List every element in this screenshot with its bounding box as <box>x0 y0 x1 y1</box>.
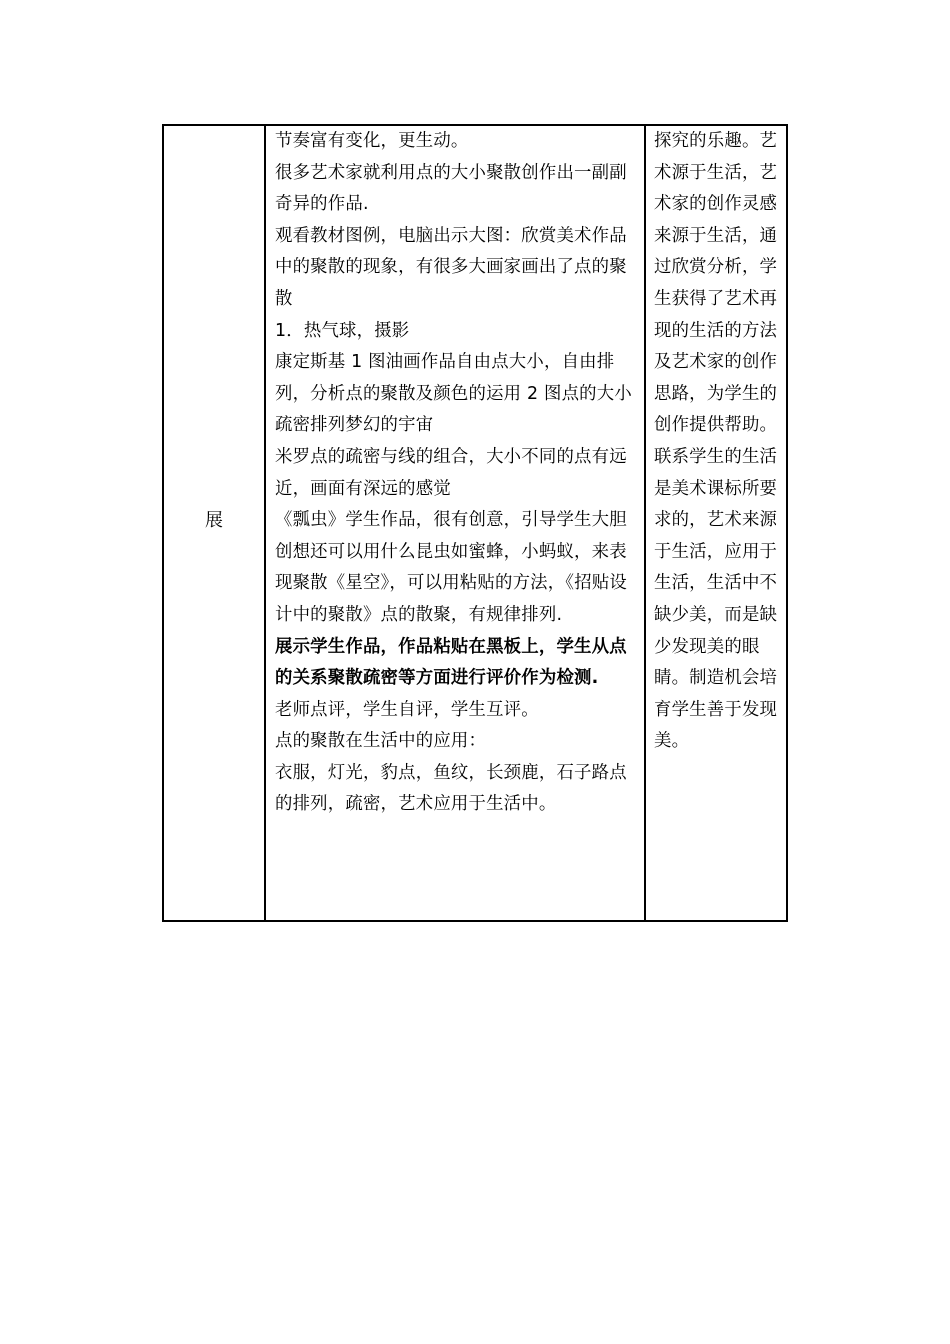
content-paragraph: 米罗点的疏密与线的组合，大小不同的点有远近，画面有深远的感觉 <box>275 446 627 499</box>
intent-cell <box>645 125 787 921</box>
stage-label: 展 <box>205 510 223 531</box>
content-paragraph-bold: 展示学生作品，作品粘贴在黑板上，学生从点的关系聚散疏密等方面进行评价作为检测. <box>275 636 627 689</box>
content-paragraph: 节奏富有变化，更生动。 <box>275 131 469 151</box>
lesson-plan-table <box>162 124 788 922</box>
content-paragraph: 《瓢虫》学生作品，很有创意，引导学生大胆创想还可以用什么昆虫如蜜蜂，小蚂蚁，来表现聚散《星空》，可以用粘贴的方法，《招贴设计中的聚散》点的散聚，有规律排列. <box>275 510 628 625</box>
content-cell <box>265 125 645 921</box>
stage-cell <box>163 125 265 921</box>
content-text <box>266 126 644 821</box>
content-paragraph: 康定斯基 1 图油画作品自由点大小，自由排列，分析点的聚散及颜色的运用 2 图点的大小疏密排列梦幻的宇宙 <box>275 352 632 436</box>
content-paragraph: 衣服，灯光，豹点，鱼纹，长颈鹿，石子路点的排列，疏密，艺术应用于生活中。 <box>275 762 627 815</box>
content-paragraph: 老师点评，学生自评，学生互评。 <box>275 699 539 720</box>
content-paragraph: 观看教材图例，电脑出示大图：欣赏美术作品中的聚散的现象，有很多大画家画出了点的聚散 <box>275 225 627 309</box>
table-row <box>163 125 787 921</box>
intent-text: 探究的乐趣。艺术源于生活，艺术家的创作灵感来源于生活，通过欣赏分析，学生获得了艺术再现的生活的方法及艺术家的创作思路，为学生的创作提供帮助。联系学生的生活是美术课标所要求的，艺术来源于生活，应用于生活，生活中不缺少美，而是缺少发现美的眼睛。制造机会培育学生善于发现美。 <box>654 131 778 752</box>
content-paragraph: 很多艺术家就利用点的大小聚散创作出一副副奇异的作品. <box>275 162 627 215</box>
content-paragraph: 点的聚散在生活中的应用： <box>275 731 487 752</box>
content-paragraph: 1．热气球，摄影 <box>275 320 410 341</box>
